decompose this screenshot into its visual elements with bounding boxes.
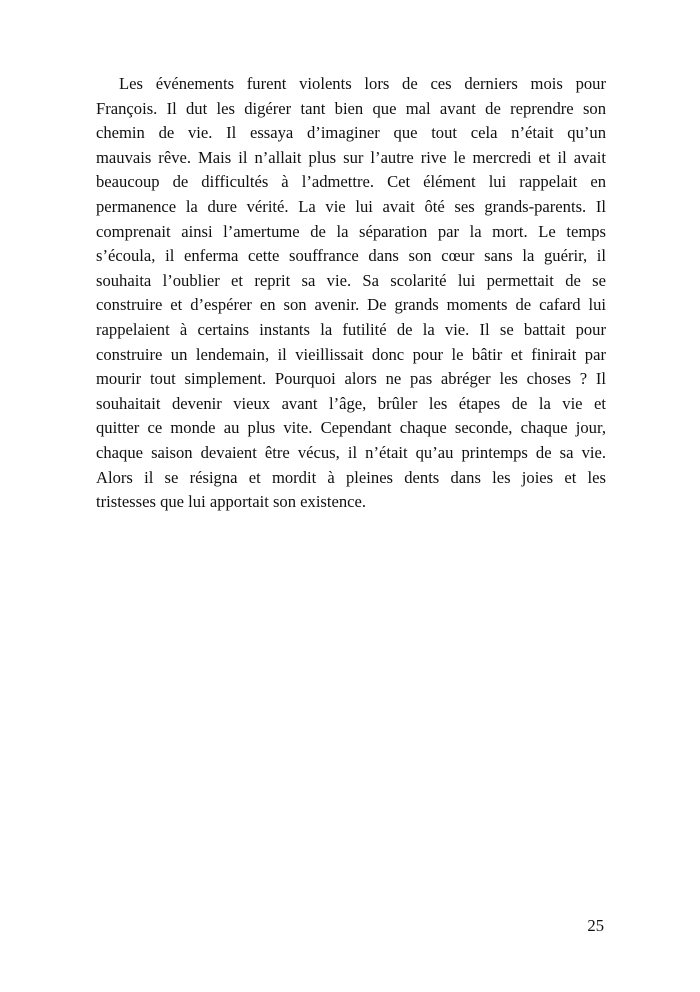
text-line: souhaita l’oublier et reprit sa vie. Sa scolarité lui permettait de se bbox=[96, 270, 606, 290]
text-line: mauvais rêve. Mais il n’allait plus sur l’autre rive le mercredi et il avait bbox=[96, 147, 606, 167]
text-line: construire et d’espérer en son avenir. De grands moments de cafard lui bbox=[96, 295, 606, 315]
text-line: beaucoup de difficultés à l’admettre. Cet élément lui rappelait en bbox=[96, 172, 606, 192]
text-line: Les événements furent violents lors de ces derniers mois pour bbox=[119, 74, 606, 93]
text-line: construire un lendemain, il vieillissait donc pour le bâtir et finirait par bbox=[96, 344, 606, 364]
text-line: mourir tout simplement. Pourquoi alors ne pas abréger les choses ? Il bbox=[96, 369, 606, 389]
text-line: rappelaient à certains instants la futilité de la vie. Il se battait pour bbox=[96, 319, 606, 339]
text-line: tristesses que lui apportait son existence. bbox=[96, 492, 367, 512]
text-line: souhaitait devenir vieux avant l’âge, brûler les étapes de la vie et bbox=[96, 393, 606, 413]
text-line: permanence la dure vérité. La vie lui avait ôté ses grands-parents. Il bbox=[96, 196, 606, 216]
text-line: s’écoula, il enferma cette souffrance dans son cœur sans la guérir, il bbox=[96, 246, 606, 266]
text-line: chemin de vie. Il essaya d’imaginer que tout cela n’était qu’un bbox=[96, 123, 606, 143]
text-line: François. Il dut les digérer tant bien que mal avant de reprendre son bbox=[96, 98, 606, 118]
body-paragraph bbox=[96, 72, 606, 515]
text-line: quitter ce monde au plus vite. Cependant chaque seconde, chaque jour, bbox=[96, 418, 606, 438]
text-line: Alors il se résigna et mordit à pleines dents dans les joies et les bbox=[96, 467, 606, 487]
text-line: comprenait ainsi l’amertume de la séparation par la mort. Le temps bbox=[96, 221, 606, 241]
text-line: chaque saison devaient être vécus, il n’était qu’au printemps de sa vie. bbox=[96, 442, 606, 462]
page-number: 25 bbox=[587, 916, 604, 935]
